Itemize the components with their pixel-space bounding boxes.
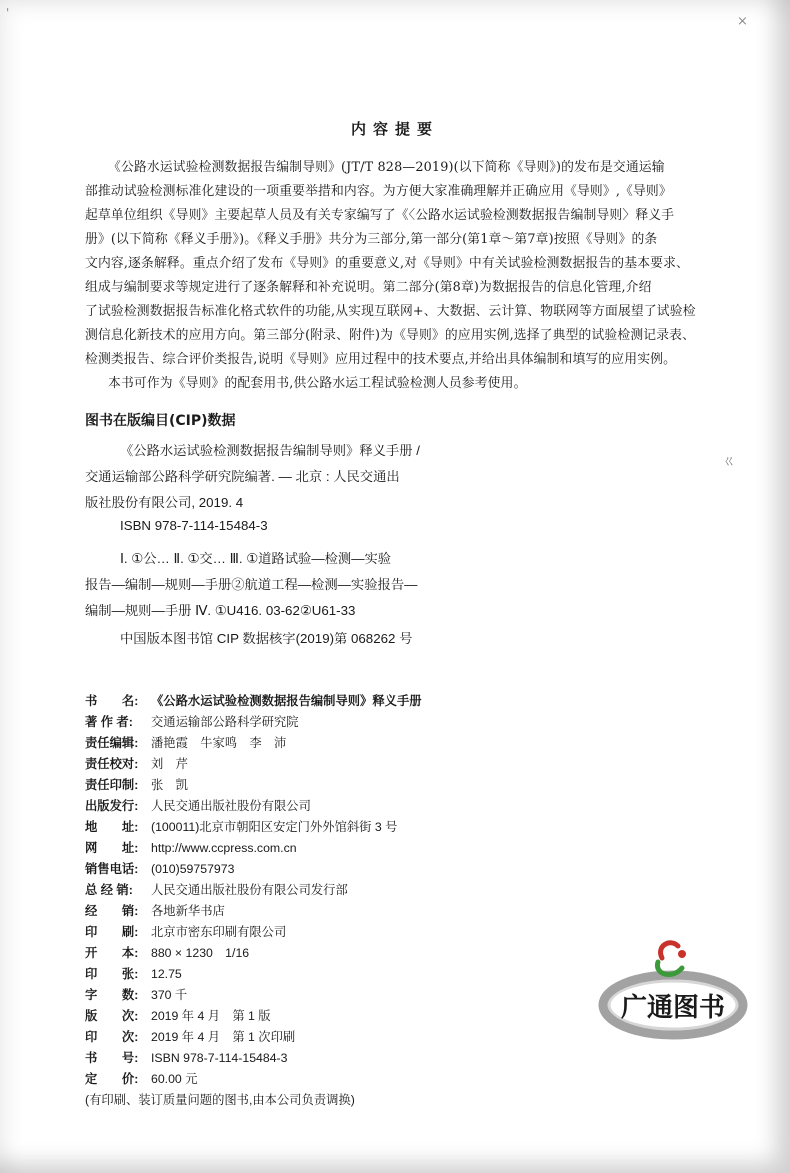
cip-line: 版社股份有限公司, 2019. 4 [85, 495, 244, 510]
info-value: 刘 芹 [151, 757, 188, 771]
close-icon: × [737, 14, 748, 29]
cip-heading: 图书在版编目(CIP)数据 [85, 413, 236, 429]
info-row [85, 1048, 288, 1066]
info-label: 开 本: [85, 946, 139, 960]
info-row [85, 1006, 271, 1024]
info-value: http://www.ccpress.com.cn [151, 841, 297, 855]
info-row [85, 838, 297, 856]
info-row [85, 880, 348, 898]
cip-line: 《公路水运试验检测数据报告编制导则》释义手册 / [120, 443, 420, 458]
summary-line: 检测类报告、综合评价类报告,说明《导则》应用过程中的技术要点,并给出具体编制和填写的应用实例。 [85, 352, 677, 367]
info-label: 责任校对: [85, 757, 139, 771]
info-value: 《公路水运试验检测数据报告编制导则》释义手册 [151, 694, 422, 708]
info-value: (100011)北京市朝阳区安定门外外馆斜街 3 号 [151, 820, 398, 834]
info-value: 12.75 [151, 967, 182, 981]
info-label: 网 址: [85, 841, 139, 855]
info-label: 印 次: [85, 1030, 139, 1044]
info-row [85, 691, 422, 709]
cip-line: ISBN 978-7-114-15484-3 [120, 518, 268, 533]
info-row [85, 754, 188, 772]
info-label: 定 价: [85, 1072, 139, 1086]
cip-line: Ⅰ. ①公… Ⅱ. ①交… Ⅲ. ①道路试验—检测—实验 [120, 551, 392, 566]
info-label: 经 销: [85, 904, 139, 918]
info-value: 2019 年 4 月 第 1 版 [151, 1009, 271, 1023]
info-label: 地 址: [85, 820, 139, 834]
info-value: 张 凯 [151, 778, 188, 792]
summary-line: 册》(以下简称《释义手册》)。《释义手册》共分为三部分,第一部分(第1章～第7章)按照《导则》的条 [85, 232, 658, 247]
info-label: 责任印制: [85, 778, 139, 792]
info-row [85, 1069, 198, 1087]
info-value: 60.00 元 [151, 1072, 198, 1086]
info-value: 各地新华书店 [151, 904, 225, 918]
guangtong-logo [598, 910, 748, 1040]
summary-title: 内容提要 [350, 120, 439, 138]
info-row [85, 817, 397, 835]
info-label: 责任编辑: [85, 736, 139, 750]
info-label: 销售电话: [85, 862, 139, 876]
info-label: 出版发行: [85, 799, 139, 813]
logo-green-swirl [657, 962, 682, 975]
info-value: 2019 年 4 月 第 1 次印刷 [151, 1030, 296, 1044]
info-value: 交通运输部公路科学研究院 [151, 715, 299, 729]
corner-mark: ' [6, 6, 10, 20]
info-row [85, 775, 188, 793]
info-value: ISBN 978-7-114-15484-3 [151, 1051, 288, 1065]
logo-red-swirl [661, 943, 678, 958]
info-value: 880 × 1230 1/16 [151, 946, 250, 960]
info-row [85, 943, 249, 961]
info-row [85, 964, 182, 982]
info-row [85, 922, 286, 940]
summary-line: 部推动试验检测标准化建设的一项重要举措和内容。为方便大家准确理解并正确应用《导则》,《导则》 [85, 184, 672, 199]
info-value: (010)59757973 [151, 862, 235, 876]
summary-line: 了试验检测数据报告标准化格式软件的功能,从实现互联网+、大数据、云计算、物联网等方面展望了试验检 [85, 304, 696, 319]
cip-line: 中国版本图书馆 CIP 数据核字(2019)第 068262 号 [120, 631, 413, 646]
info-row [85, 733, 286, 751]
info-label: 著 作 者: [85, 715, 133, 729]
info-label: 总 经 销: [85, 883, 133, 897]
info-value: 人民交通出版社股份有限公司发行部 [151, 883, 348, 897]
cip-line: 报告—编制—规则—手册②航道工程—检测—实验报告— [85, 577, 418, 592]
info-label: 版 次: [85, 1009, 139, 1023]
logo-text: 广通图书 [620, 993, 726, 1023]
info-row [85, 859, 234, 877]
cip-line: 编制—规则—手册 Ⅳ. ①U416. 03-62②U61-33 [85, 603, 356, 618]
info-label: 印 刷: [85, 925, 139, 939]
info-value: 370 千 [151, 988, 188, 1002]
summary-line: 组成与编制要求等规定进行了逐条解释和补充说明。第二部分(第8章)为数据报告的信息化管理,介绍 [85, 280, 652, 295]
info-row [85, 712, 299, 730]
info-value: 北京市密东印刷有限公司 [151, 925, 287, 939]
info-row [85, 796, 311, 814]
summary-line: 《公路水运试验检测数据报告编制导则》(JT/T 828—2019)(以下简称《导则》)的发布是交通运输 [108, 160, 665, 175]
footer-note: (有印刷、装订质量问题的图书,由本公司负责调换) [85, 1093, 355, 1107]
info-value: 潘艳霞 牛家鸣 李 沛 [151, 736, 287, 750]
info-label: 字 数: [85, 988, 139, 1002]
info-row [85, 985, 187, 1003]
summary-line: 本书可作为《导则》的配套用书,供公路水运工程试验检测人员参考使用。 [108, 376, 527, 391]
summary-line: 起草单位组织《导则》主要起草人员及有关专家编写了《〈公路水运试验检测数据报告编制导则〉释义手 [85, 208, 675, 223]
info-label: 书 号: [85, 1051, 139, 1065]
info-row [85, 1027, 295, 1045]
info-value: 人民交通出版社股份有限公司 [151, 799, 311, 813]
cip-line: 交通运输部公路科学研究院编著. — 北京 : 人民交通出 [85, 469, 400, 484]
summary-line: 测信息化新技术的应用方向。第三部分(附录、附件)为《导则》的应用实例,选择了典型的试验检测记录表、 [85, 328, 696, 343]
info-label: 印 张: [85, 967, 139, 981]
side-mark: ㄍ [722, 454, 736, 470]
summary-line: 文内容,逐条解释。重点介绍了发布《导则》的重要意义,对《导则》中有关试验检测数据报告的基本要求、 [85, 256, 689, 271]
info-row [85, 901, 225, 919]
info-label: 书 名: [85, 694, 139, 708]
